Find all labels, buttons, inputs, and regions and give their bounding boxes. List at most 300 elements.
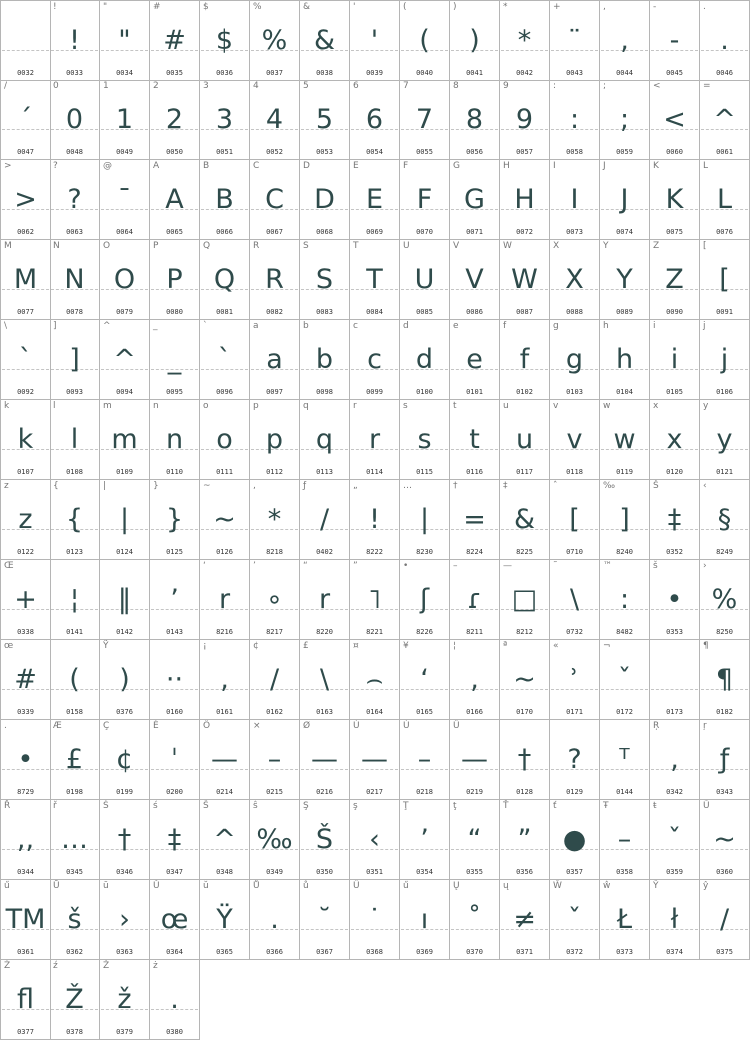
cell-code: 0144 [616, 788, 633, 796]
glyph: 0 [65, 104, 84, 135]
cell-label: S [303, 241, 309, 251]
cell-label: › [703, 561, 707, 571]
cell-label: ¶ [703, 641, 709, 651]
cell-code: 0219 [466, 788, 483, 796]
cell-code: 0064 [116, 228, 133, 236]
cell-label: Ŧ [603, 801, 609, 811]
glyph: n [165, 424, 184, 455]
glyph: r [368, 424, 381, 455]
glyph: d [415, 344, 434, 375]
glyph: — [211, 744, 238, 775]
glyph-cell [650, 240, 700, 320]
glyph: ’ [170, 584, 179, 615]
glyph: ] [619, 504, 630, 535]
glyph: P [166, 264, 183, 295]
cell-label: l [53, 401, 56, 411]
glyph-cell [50, 160, 100, 240]
cell-code: 0128 [516, 788, 533, 796]
cell-code: 0039 [366, 69, 383, 77]
cell-label: ů [303, 881, 309, 891]
cell-code: 0158 [66, 708, 83, 716]
cell-code: 0070 [416, 228, 433, 236]
glyph-cell [300, 480, 350, 560]
glyph: a [266, 344, 283, 375]
glyph-cell [200, 400, 250, 480]
cell-label: u [503, 401, 509, 411]
cell-code: 8249 [716, 548, 733, 556]
glyph-cell [0, 240, 51, 320]
cell-code: 0040 [416, 69, 433, 77]
glyph: F [416, 184, 433, 215]
cell-code: 8212 [516, 628, 533, 636]
cell-code: 0091 [716, 308, 733, 316]
glyph-cell [0, 720, 51, 800]
cell-label: n [153, 401, 159, 411]
glyph-cell [50, 240, 100, 320]
cell-code: 0069 [366, 228, 383, 236]
glyph: 6 [365, 104, 384, 135]
cell-label: L [703, 161, 709, 171]
cell-label: Ų [453, 881, 460, 891]
cell-label: Z [653, 241, 660, 251]
cell-code: 0121 [716, 468, 733, 476]
glyph: , [470, 664, 479, 695]
cell-label: ª [503, 641, 508, 651]
cell-code: 0098 [316, 388, 333, 396]
cell-code: 0054 [366, 148, 383, 156]
glyph-cell [550, 560, 600, 640]
glyph: ~ [513, 664, 536, 695]
glyph-cell [650, 880, 700, 960]
glyph: ¢ [115, 744, 134, 775]
glyph-cell [0, 640, 51, 720]
glyph-cell [250, 640, 300, 720]
glyph: / [269, 664, 280, 695]
glyph-cell [0, 0, 51, 81]
cell-label: Š [653, 481, 659, 491]
cell-code: 0100 [416, 388, 433, 396]
glyph-cell [600, 880, 650, 960]
glyph: : [619, 584, 630, 615]
cell-label: – [453, 561, 458, 571]
glyph: 7 [415, 104, 434, 135]
cell-label: C [253, 161, 260, 171]
cell-label: ű [4, 881, 10, 891]
glyph: ? [567, 744, 582, 775]
cell-label: « [553, 641, 559, 651]
cell-code: 0057 [516, 148, 533, 156]
glyph [1, 21, 50, 61]
cell-code: 0065 [166, 228, 183, 236]
glyph: fl [16, 984, 34, 1015]
cell-code: 0109 [116, 468, 133, 476]
glyph-cell [100, 880, 150, 960]
cell-code: 0123 [66, 548, 83, 556]
cell-code: 0372 [566, 948, 583, 956]
cell-code: 0110 [166, 468, 183, 476]
glyph-cell [700, 400, 750, 480]
cell-code: 8729 [17, 788, 34, 796]
cell-label: d [403, 321, 409, 331]
glyph-cell [250, 240, 300, 320]
glyph: § [717, 504, 732, 535]
cell-label: o [203, 401, 209, 411]
cell-code: 0102 [516, 388, 533, 396]
cell-label: [ [703, 241, 707, 251]
glyph-cell [400, 320, 450, 400]
glyph-cell [250, 80, 300, 160]
glyph: ● [562, 824, 587, 855]
glyph-cell [700, 80, 750, 160]
glyph: ! [69, 25, 80, 56]
cell-label: 0 [53, 81, 59, 91]
cell-label: 9 [503, 81, 509, 91]
cell-label: h [603, 321, 609, 331]
glyph-cell [350, 160, 400, 240]
cell-code: 0072 [516, 228, 533, 236]
cell-code: 0074 [616, 228, 633, 236]
glyph-cell [150, 480, 200, 560]
glyph: ’ [420, 824, 429, 855]
glyph-cell [500, 800, 550, 880]
glyph: ~ [213, 504, 236, 535]
cell-code: 8482 [616, 628, 633, 636]
cell-code: 0215 [266, 788, 283, 796]
cell-code: 0350 [316, 868, 333, 876]
cell-label: P [153, 241, 159, 251]
glyph-cell [650, 480, 700, 560]
glyph: [ [719, 264, 730, 295]
cell-code: 0377 [17, 1028, 34, 1036]
glyph-cell [300, 400, 350, 480]
cell-code: 0085 [416, 308, 433, 316]
cell-code: 0063 [66, 228, 83, 236]
cell-code: 0062 [17, 228, 34, 236]
glyph-cell [600, 640, 650, 720]
cell-label: % [253, 2, 262, 12]
cell-label: Ż [103, 961, 110, 971]
cell-label: } [153, 481, 159, 491]
cell-code: 0164 [366, 708, 383, 716]
cell-code: 0114 [366, 468, 383, 476]
cell-label: ˜ [553, 561, 558, 571]
cell-label: E [353, 161, 359, 171]
cell-label: ţ [453, 801, 457, 811]
cell-code: 0370 [466, 948, 483, 956]
cell-code: 0198 [66, 788, 83, 796]
cell-code: 0045 [666, 69, 683, 77]
cell-label: i [653, 321, 656, 331]
cell-label: M [4, 241, 12, 251]
cell-label: Û [453, 721, 460, 731]
cell-label: Ś [103, 801, 109, 811]
cell-label: a [253, 321, 259, 331]
glyph-cell [350, 800, 400, 880]
glyph: r [318, 584, 331, 615]
glyph: ` [217, 344, 232, 375]
glyph-cell [50, 0, 100, 81]
glyph: ˚ [467, 904, 482, 935]
glyph: ! [369, 504, 380, 535]
glyph: ɾ [467, 584, 482, 615]
cell-code: 0375 [716, 948, 733, 956]
cell-label: - [653, 2, 657, 12]
cell-code: 0047 [17, 148, 34, 156]
cell-code: 0073 [566, 228, 583, 236]
cell-label: ” [353, 561, 358, 571]
cell-label: † [453, 481, 458, 491]
glyph: # [163, 25, 186, 56]
cell-code: 0374 [666, 948, 683, 956]
cell-label: 3 [203, 81, 209, 91]
cell-label: 8 [453, 81, 459, 91]
glyph-cell [250, 480, 300, 560]
cell-code: 0343 [716, 788, 733, 796]
glyph-cell [400, 560, 450, 640]
glyph: ∘ [266, 584, 283, 615]
glyph: ‡ [167, 824, 182, 855]
glyph: C [265, 184, 284, 215]
glyph: M [13, 264, 38, 295]
cell-label: „ [353, 481, 358, 491]
cell-code: 0046 [716, 69, 733, 77]
cell-label: ¤ [353, 641, 359, 651]
glyph-cell [0, 800, 51, 880]
glyph: ˥ [367, 584, 382, 615]
glyph-cell [450, 240, 500, 320]
glyph: X [565, 264, 584, 295]
glyph-cell [400, 240, 450, 320]
cell-label: ¡ [203, 641, 207, 651]
cell-label: 4 [253, 81, 259, 91]
glyph: T [366, 264, 383, 295]
glyph: # [14, 664, 37, 695]
cell-label: U [403, 241, 410, 251]
glyph-cell [150, 640, 200, 720]
glyph-cell [350, 0, 400, 81]
glyph: 9 [515, 104, 534, 135]
cell-code: 0107 [17, 468, 34, 476]
cell-code: 8216 [216, 628, 233, 636]
cell-code: 0371 [516, 948, 533, 956]
cell-code: 0342 [666, 788, 683, 796]
glyph-cell [150, 800, 200, 880]
cell-code: 0050 [166, 148, 183, 156]
cell-code: 0087 [516, 308, 533, 316]
cell-label: $ [203, 2, 209, 12]
glyph: m [111, 424, 138, 455]
glyph-cell [150, 240, 200, 320]
cell-code: 8226 [416, 628, 433, 636]
glyph: K [665, 184, 684, 215]
cell-code: 0060 [666, 148, 683, 156]
glyph-cell [700, 480, 750, 560]
cell-code: 0080 [166, 308, 183, 316]
cell-code: 0367 [316, 948, 333, 956]
glyph: ˘ [317, 904, 332, 935]
glyph: v [566, 424, 583, 455]
glyph: ·· [165, 664, 184, 695]
glyph-cell [50, 960, 100, 1040]
glyph-cell [650, 640, 700, 720]
cell-code: 0119 [616, 468, 633, 476]
glyph: Z [665, 264, 684, 295]
glyph-cell [250, 880, 300, 960]
cell-code: 0055 [416, 148, 433, 156]
glyph-cell [150, 0, 200, 81]
cell-label: ^ [103, 321, 111, 331]
glyph-cell [450, 720, 500, 800]
cell-label: ź [53, 961, 58, 971]
glyph: ‰ [256, 824, 293, 855]
glyph-cell [150, 560, 200, 640]
cell-label: B [203, 161, 210, 171]
cell-code: 0082 [266, 308, 283, 316]
cell-code: 0199 [116, 788, 133, 796]
glyph-cell [200, 800, 250, 880]
cell-label: Ù [353, 721, 360, 731]
cell-label: . [4, 721, 7, 731]
cell-label: r [353, 401, 357, 411]
glyph: f [519, 344, 530, 375]
glyph-cell [500, 320, 550, 400]
glyph: z [18, 504, 33, 535]
cell-code: 8211 [466, 628, 483, 636]
glyph-cell [350, 720, 400, 800]
cell-code: 0163 [316, 708, 333, 716]
cell-code: 0352 [666, 548, 683, 556]
glyph: o [216, 424, 233, 455]
glyph-cell [450, 640, 500, 720]
glyph-cell [350, 320, 400, 400]
cell-label: ŭ [203, 881, 209, 891]
cell-label: X [553, 241, 560, 251]
glyph-cell [550, 800, 600, 880]
cell-code: 0358 [616, 868, 633, 876]
glyph-cell [200, 80, 250, 160]
cell-code: 0379 [116, 1028, 133, 1036]
cell-code: 0071 [466, 228, 483, 236]
glyph: ˇ [567, 904, 582, 935]
cell-code: 0373 [616, 948, 633, 956]
cell-code: 0355 [466, 868, 483, 876]
glyph: … [61, 824, 88, 855]
glyph: ‖ [117, 584, 132, 615]
cell-label: “ [303, 561, 308, 571]
glyph-cell [200, 640, 250, 720]
cell-code: 0349 [266, 868, 283, 876]
glyph: Ÿ [216, 904, 233, 935]
glyph: B [215, 184, 234, 215]
glyph-cell [200, 480, 250, 560]
cell-code: 0732 [566, 628, 583, 636]
cell-label: : [553, 81, 557, 91]
glyph-cell [550, 80, 600, 160]
cell-code: 0366 [266, 948, 283, 956]
glyph-cell [650, 720, 700, 800]
cell-code: 0369 [416, 948, 433, 956]
glyph-cell [50, 320, 100, 400]
cell-label: ¦ [453, 641, 457, 651]
cell-code: 0122 [17, 548, 34, 556]
glyph-cell [400, 160, 450, 240]
cell-label: e [453, 321, 459, 331]
cell-code: 0037 [266, 69, 283, 77]
glyph: ¨ [567, 25, 582, 56]
cell-code: 0118 [566, 468, 583, 476]
glyph: + [14, 584, 37, 615]
cell-code: 0170 [516, 708, 533, 716]
glyph: ” [517, 824, 532, 855]
glyph: w [613, 424, 636, 455]
cell-label: … [403, 481, 412, 491]
glyph: ´ [18, 104, 33, 135]
cell-label: V [453, 241, 460, 251]
cell-label: ŵ [603, 881, 611, 891]
glyph: . [170, 984, 179, 1015]
cell-code: 0095 [166, 388, 183, 396]
cell-label: G [453, 161, 460, 171]
glyph-cell [50, 640, 100, 720]
cell-code: 0043 [566, 69, 583, 77]
glyph-cell [500, 160, 550, 240]
cell-code: 0348 [216, 868, 233, 876]
cell-code: 0088 [566, 308, 583, 316]
cell-label: ų [503, 881, 509, 891]
cell-code: 0032 [17, 69, 34, 77]
cell-code: 0345 [66, 868, 83, 876]
cell-label: N [53, 241, 60, 251]
glyph: ‘ [420, 664, 429, 695]
cell-label: = [703, 81, 711, 91]
glyph-cell [500, 720, 550, 800]
cell-label: ŷ [703, 881, 709, 891]
glyph: — [461, 744, 488, 775]
glyph-cell [0, 400, 51, 480]
glyph: & [313, 25, 336, 56]
glyph: ) [119, 664, 130, 695]
glyph: b [315, 344, 334, 375]
glyph: . [270, 904, 279, 935]
glyph-cell [600, 80, 650, 160]
glyph-cell [200, 320, 250, 400]
glyph-cell [50, 480, 100, 560]
cell-label: Ç [103, 721, 110, 731]
cell-label: ) [453, 2, 457, 12]
cell-code: 0338 [17, 628, 34, 636]
glyph: 4 [265, 104, 284, 135]
glyph: l [70, 424, 79, 455]
glyph: i [670, 344, 679, 375]
glyph: ł [670, 904, 679, 935]
glyph-cell [0, 80, 51, 160]
glyph: > [14, 184, 37, 215]
glyph: ƒ [719, 744, 730, 775]
glyph-cell [400, 400, 450, 480]
glyph-cell [500, 640, 550, 720]
glyph: † [517, 744, 532, 775]
cell-label: Ŗ [653, 721, 660, 731]
glyph-cell [350, 80, 400, 160]
glyph: › [119, 904, 130, 935]
glyph-cell [500, 0, 550, 81]
cell-code: 0365 [216, 948, 233, 956]
cell-label: Ţ [403, 801, 409, 811]
glyph: Ł [616, 904, 633, 935]
glyph-cell [300, 80, 350, 160]
cell-code: 0034 [116, 69, 133, 77]
cell-code: 0351 [366, 868, 383, 876]
